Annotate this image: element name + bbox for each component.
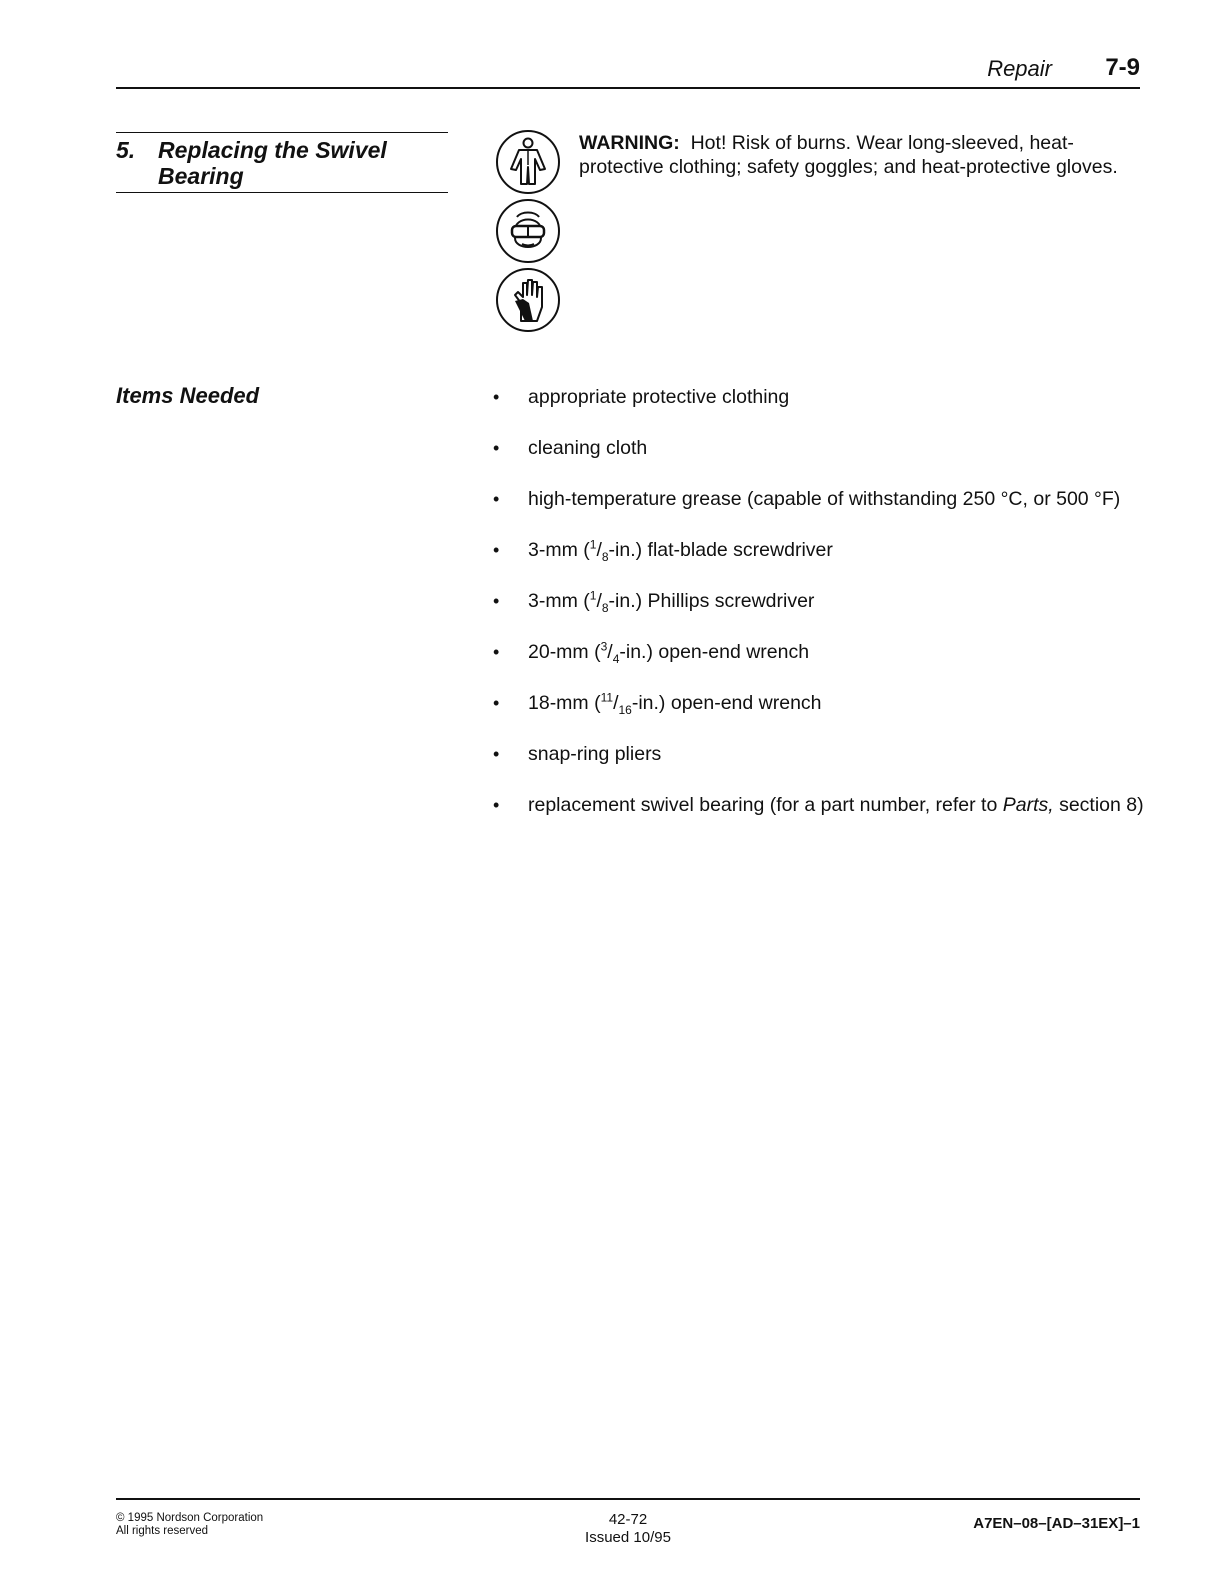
items-needed-list <box>493 385 1153 844</box>
footer-issue <box>558 1511 698 1547</box>
rights-line: All rights reserved <box>116 1525 209 1537</box>
protective-clothing-icon <box>496 130 560 194</box>
safety-icons <box>496 130 564 337</box>
list-item: • replacement swivel bearing (for a part number, refer to Parts, section 8) <box>493 794 1144 816</box>
warning-text <box>579 131 1124 179</box>
list-item: • snap-ring pliers <box>493 743 662 765</box>
section-number: 5. <box>116 137 136 163</box>
copyright-line: © 1995 Nordson Corporation <box>116 1512 264 1524</box>
list-item: • 18-mm $(^{11}/_{16}-in.)$ open-end wrench <box>493 690 822 717</box>
warning-label: WARNING: <box>579 132 680 154</box>
list-item: • appropriate protective clothing <box>493 386 790 408</box>
list-item: • 20-mm $(^3/_4-in.)$ open-end wrench <box>493 639 810 666</box>
header-section-title: Repair <box>987 56 1052 81</box>
parts-reference: Parts, <box>1002 794 1054 816</box>
section-heading <box>116 132 448 193</box>
warning-message: Hot! Risk of burns. Wear long-sleeved, heat-protective clothing; safety goggles; and heat-protective gloves. <box>579 132 1118 178</box>
footer-copyright <box>116 1512 263 1538</box>
list-item: • 3-mm $(^1/_8-in.)$ Phillips screwdriver <box>493 588 815 615</box>
header-rule <box>116 87 1140 89</box>
safety-goggles-icon <box>496 199 560 263</box>
footer-rule <box>116 1498 1140 1500</box>
footer-doc-code: A7EN–08–[AD–31EX]–1 <box>973 1515 1140 1532</box>
section-title: Replacing the Swivel Bearing <box>158 137 387 189</box>
items-needed-heading: Items Needed <box>116 383 260 408</box>
protective-gloves-icon <box>496 268 560 332</box>
issued-date: Issued 10/95 <box>585 1529 671 1546</box>
list-item: • 3-mm $(^1/_8-in.)$ flat-blade screwdriver <box>493 537 833 564</box>
list-item: • high-temperature grease (capable of withstanding 250 °C, or 500 °F) <box>493 488 1121 510</box>
list-item: • cleaning cloth <box>493 437 648 459</box>
header-page-number: 7-9 <box>1105 54 1140 81</box>
page-header <box>116 52 1140 88</box>
doc-number: 42-72 <box>608 1511 648 1528</box>
